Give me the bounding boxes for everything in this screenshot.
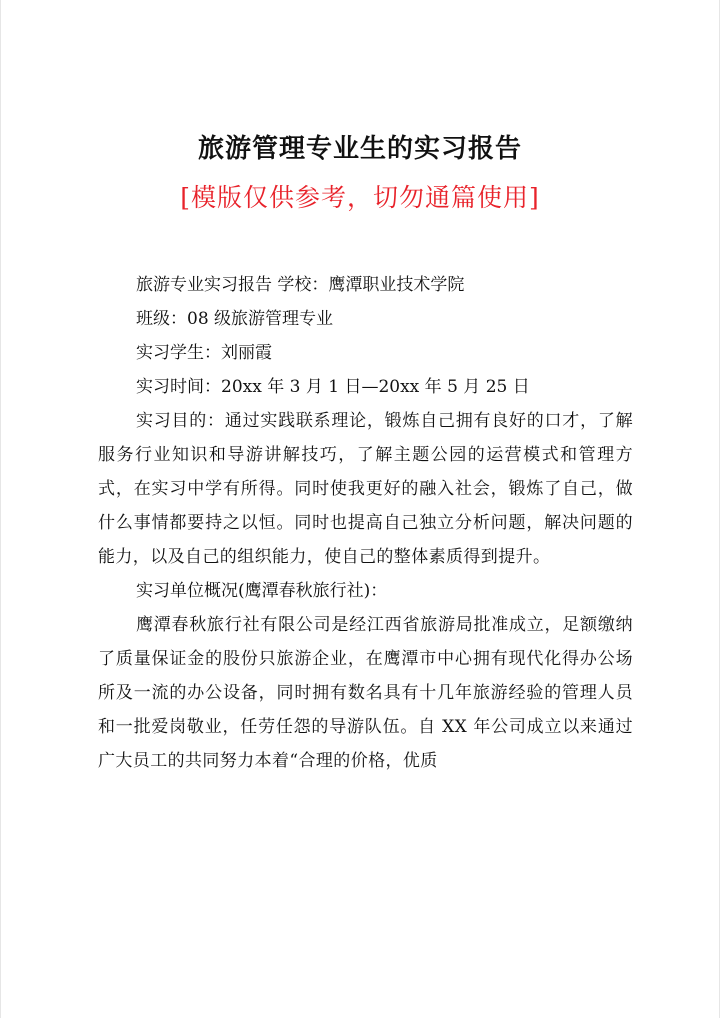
document-title: 旅游管理专业生的实习报告 <box>197 134 522 164</box>
info-line-school: 旅游专业实习报告 学校：鹰潭职业技术学院 <box>136 275 465 295</box>
purpose-paragraph: 实习目的：通过实践联系理论，锻炼自己拥有良好的口才，了解服务行业知识和导游讲解技巧，了解主题公园的运营模式和管理方式，在实习中学有所得。同时使我更好的融入社会，锻炼了自己，做什么事情都要持之以恒。同时也提高自己独立分析问题，解决问题的能力，以及自己的组织能力，使自己的整体素质得到提升。 <box>98 411 633 567</box>
unit-paragraph: 鹰潭春秋旅行社有限公司是经江西省旅游局批准成立，足额缴纳了质量保证金的股份只旅游企业，在鹰潭市中心拥有现代化得办公场所及一流的办公设备，同时拥有数名具有十几年旅游经验的管理人员和一批爱岗敬业，任劳任怨的导游队伍。自 XX 年公司成立以来通过广大员工的共同努力本着“合理的价格，优质 <box>98 615 633 771</box>
info-line-period: 实习时间：20xx 年 3 月 1 日—20xx 年 5 月 25 日 <box>136 377 530 397</box>
info-line-student: 实习学生：刘丽霞 <box>136 343 272 363</box>
unit-heading: 实习单位概况(鹰潭春秋旅行社)： <box>136 581 388 601</box>
info-line-class: 班级：08 级旅游管理专业 <box>136 309 334 329</box>
template-disclaimer: [模版仅供参考，切勿通篇使用] <box>180 183 540 212</box>
document-body <box>98 268 633 778</box>
